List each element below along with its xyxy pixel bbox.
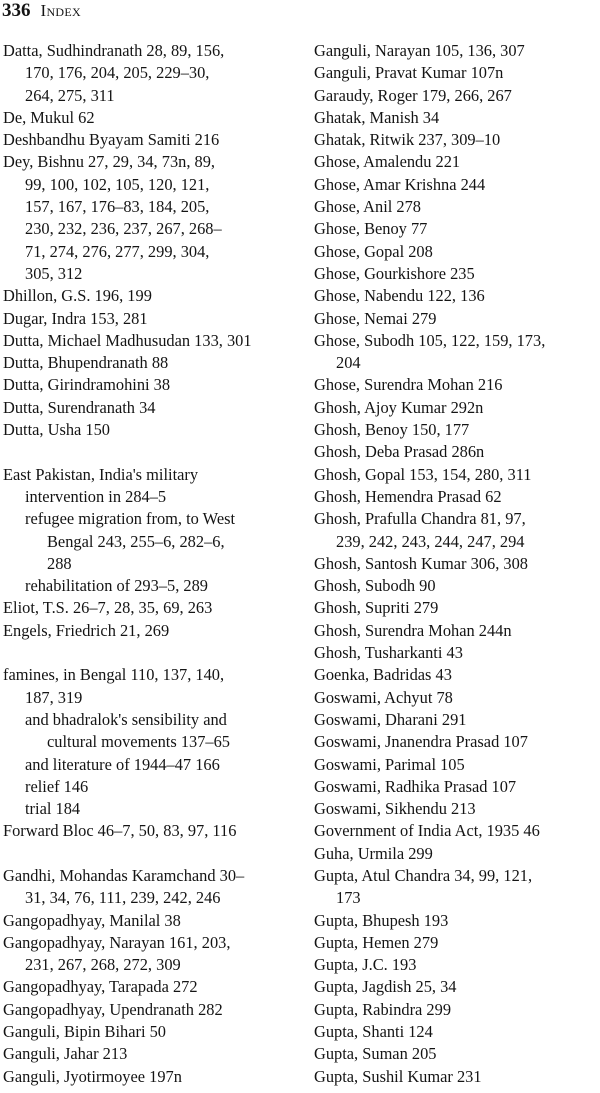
index-entry: Goswami, Radhika Prasad 107 xyxy=(314,776,517,796)
index-entry: Ghosh, Surendra Mohan 244n xyxy=(314,620,512,640)
index-continuation: intervention in 284–5 xyxy=(25,486,167,506)
index-entry: Datta, Sudhindranath 28, 89, 156, xyxy=(3,41,225,60)
index-entry: Ghosh, Subodh 90 xyxy=(314,576,436,596)
index-entry: Ghose, Benoy 77 xyxy=(314,219,428,239)
index-continuation: 239, 242, 243, 244, 247, 294 xyxy=(336,531,525,551)
index-entry: Eliot, T.S. 26–7, 28, 35, 69, 263 xyxy=(3,598,213,618)
index-column-left xyxy=(3,40,299,1088)
index-entry: Guha, Urmila 299 xyxy=(314,843,433,863)
index-entry: Gangopadhyay, Upendranath 282 xyxy=(3,999,223,1019)
index-subentry: refugee migration from, to West xyxy=(25,509,236,529)
index-continuation: 204 xyxy=(336,353,361,373)
index-subentry: rehabilitation of 293–5, 289 xyxy=(25,576,208,596)
index-entry: Dey, Bishnu 27, 29, 34, 73n, 89, xyxy=(3,152,216,172)
index-entry: Ghose, Gopal 208 xyxy=(314,241,433,261)
index-continuation: 230, 232, 236, 237, 267, 268– xyxy=(25,219,222,239)
index-entry: Gupta, Jagdish 25, 34 xyxy=(314,977,457,997)
index-entry: Ghosh, Deba Prasad 286n xyxy=(314,442,485,462)
index-entry: Goswami, Dharani 291 xyxy=(314,709,467,729)
index-entry: Goswami, Parimal 105 xyxy=(314,754,465,774)
index-entry: East Pakistan, India's military xyxy=(3,464,199,484)
page-header xyxy=(2,0,81,24)
index-entry: Dugar, Indra 153, 281 xyxy=(3,308,148,328)
index-entry: Gangopadhyay, Narayan 161, 203, xyxy=(3,932,231,952)
index-subentry: trial 184 xyxy=(25,799,81,819)
index-entry: Ghose, Amalendu 221 xyxy=(314,152,461,172)
index-entry: Ghatak, Ritwik 237, 309–10 xyxy=(314,130,501,150)
index-entry: Garaudy, Roger 179, 266, 267 xyxy=(314,85,512,105)
index-entry: Ghosh, Benoy 150, 177 xyxy=(314,420,470,440)
index-entry: Gupta, Rabindra 299 xyxy=(314,999,452,1019)
page-number: 336 xyxy=(2,0,31,21)
index-subentry: and bhadralok's sensibility and xyxy=(25,709,227,729)
index-continuation: 288 xyxy=(47,553,72,573)
index-entry: De, Mukul 62 xyxy=(3,107,95,127)
running-title: Index xyxy=(40,1,81,20)
index-continuation: 157, 167, 176–83, 184, 205, xyxy=(25,197,210,217)
index-subentry: and literature of 1944–47 166 xyxy=(25,754,220,774)
index-continuation: 71, 274, 276, 277, 299, 304, xyxy=(25,241,210,261)
index-entry: Dutta, Girindramohini 38 xyxy=(3,375,171,395)
index-entry: Ghosh, Ajoy Kumar 292n xyxy=(314,397,484,417)
index-entry: Ghosh, Tusharkanti 43 xyxy=(314,643,463,663)
index-entry: Dutta, Bhupendranath 88 xyxy=(3,353,169,373)
index-entry: Deshbandhu Byayam Samiti 216 xyxy=(3,130,220,150)
index-entry: Ghosh, Hemendra Prasad 62 xyxy=(314,486,502,506)
index-entry: Dutta, Michael Madhusudan 133, 301 xyxy=(3,330,252,350)
index-column-right xyxy=(314,40,598,1088)
index-continuation: 264, 275, 311 xyxy=(25,85,115,105)
index-continuation: 170, 176, 204, 205, 229–30, xyxy=(25,63,210,83)
entry-gap xyxy=(3,843,299,865)
index-entry: Gupta, Suman 205 xyxy=(314,1044,437,1064)
index-entry: Ganguli, Jyotirmoyee 197n xyxy=(3,1066,182,1086)
index-entry: Dutta, Surendranath 34 xyxy=(3,397,156,417)
index-entry: Gupta, Bhupesh 193 xyxy=(314,910,449,930)
index-entry: Goswami, Jnanendra Prasad 107 xyxy=(314,732,528,752)
index-subentry: relief 146 xyxy=(25,776,89,796)
index-entry: Ganguli, Jahar 213 xyxy=(3,1044,128,1064)
entry-gap xyxy=(3,642,299,664)
index-entry: Goenka, Badridas 43 xyxy=(314,665,452,685)
index-entry: Gupta, Atul Chandra 34, 99, 121, xyxy=(314,865,533,885)
index-entry: Government of India Act, 1935 46 xyxy=(314,821,540,841)
index-entry: Goswami, Achyut 78 xyxy=(314,687,453,707)
index-entry: Gupta, J.C. 193 xyxy=(314,955,417,975)
index-entry: Dutta, Usha 150 xyxy=(3,420,110,440)
index-continuation: 305, 312 xyxy=(25,263,83,283)
index-entry: Gangopadhyay, Manilal 38 xyxy=(3,910,181,930)
index-entry: Gandhi, Mohandas Karamchand 30– xyxy=(3,865,245,885)
index-entry: Ganguli, Pravat Kumar 107n xyxy=(314,63,504,83)
index-entry: Ghosh, Prafulla Chandra 81, 97, xyxy=(314,509,526,529)
index-entry: Engels, Friedrich 21, 269 xyxy=(3,620,170,640)
index-entry: Dhillon, G.S. 196, 199 xyxy=(3,286,152,306)
index-entry: Ghosh, Santosh Kumar 306, 308 xyxy=(314,553,528,573)
index-continuation: 173 xyxy=(336,888,361,908)
index-entry: Ghose, Nemai 279 xyxy=(314,308,437,328)
entry-gap xyxy=(3,441,299,463)
index-entry: Ghose, Gourkishore 235 xyxy=(314,263,475,283)
index-continuation: 187, 319 xyxy=(25,687,83,707)
index-continuation: cultural movements 137–65 xyxy=(47,732,230,752)
index-entry: Ganguli, Narayan 105, 136, 307 xyxy=(314,41,525,60)
index-entry: Gangopadhyay, Tarapada 272 xyxy=(3,977,198,997)
index-entry: Ghose, Amar Krishna 244 xyxy=(314,174,486,194)
index-entry: Gupta, Shanti 124 xyxy=(314,1022,433,1042)
index-continuation: 99, 100, 102, 105, 120, 121, xyxy=(25,174,210,194)
index-entry: Gupta, Sushil Kumar 231 xyxy=(314,1066,482,1086)
index-entry: Ghosh, Gopal 153, 154, 280, 311 xyxy=(314,464,532,484)
index-entry: Ghose, Nabendu 122, 136 xyxy=(314,286,485,306)
index-entry: Ganguli, Bipin Bihari 50 xyxy=(3,1022,166,1042)
index-continuation: 231, 267, 268, 272, 309 xyxy=(25,955,181,975)
index-entry: Ghose, Surendra Mohan 216 xyxy=(314,375,503,395)
index-entry: Ghosh, Supriti 279 xyxy=(314,598,439,618)
index-continuation: 31, 34, 76, 111, 239, 242, 246 xyxy=(25,888,221,908)
index-entry: Ghose, Subodh 105, 122, 159, 173, xyxy=(314,330,546,350)
index-continuation: Bengal 243, 255–6, 282–6, xyxy=(47,531,225,551)
index-entry: Goswami, Sikhendu 213 xyxy=(314,799,476,819)
index-entry: Forward Bloc 46–7, 50, 83, 97, 116 xyxy=(3,821,237,841)
index-entry: Ghatak, Manish 34 xyxy=(314,107,440,127)
index-entry: famines, in Bengal 110, 137, 140, xyxy=(3,665,225,685)
index-entry: Ghose, Anil 278 xyxy=(314,197,421,217)
index-entry: Gupta, Hemen 279 xyxy=(314,932,439,952)
